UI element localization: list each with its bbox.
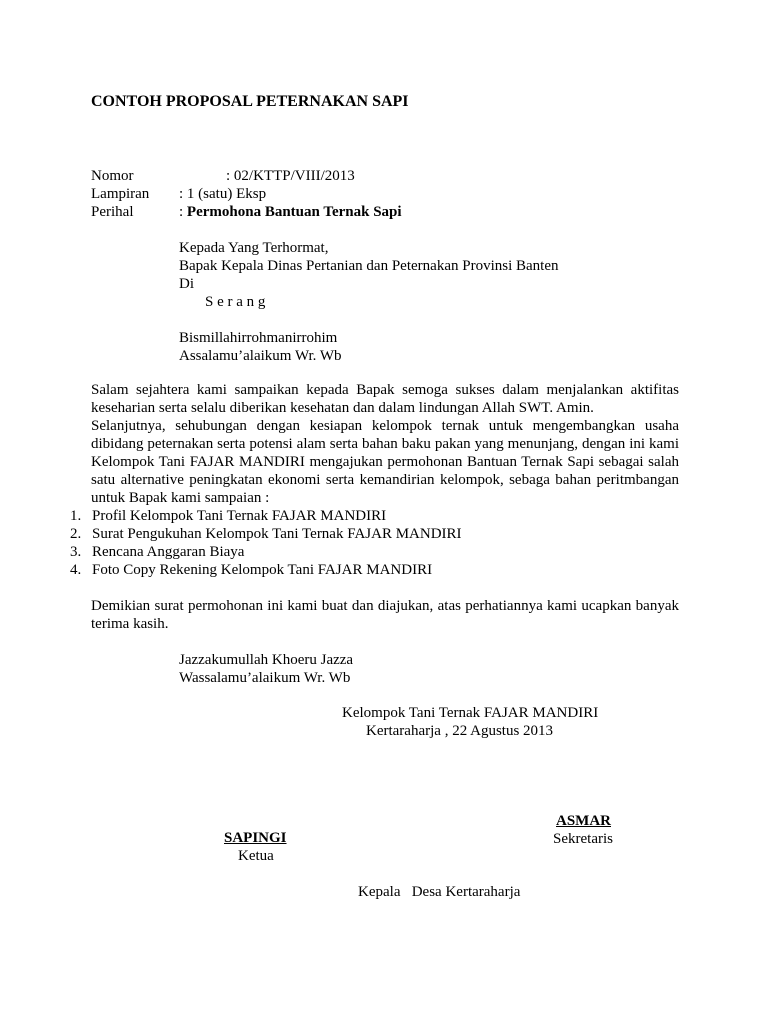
chair-role: Ketua (238, 848, 274, 864)
list-item (70, 507, 462, 525)
chair-name: SAPINGI (224, 830, 287, 846)
address-line-3: Di (179, 276, 194, 292)
list-item-number: 3. (70, 544, 82, 560)
signoff-organization: Kelompok Tani Ternak FAJAR MANDIRI (342, 705, 599, 721)
attachment-list (70, 507, 462, 579)
list-item (70, 543, 462, 561)
closing-paragraph: Demikian surat permohonan ini kami buat dan diajukan, atas perhatiannya kami ucapkan banyak terima kasih. (91, 598, 679, 632)
salutation-line-1: Jazzakumullah Khoeru Jazza (179, 652, 354, 668)
list-item-text: Surat Pengukuhan Kelompok Tani Ternak FAJAR MANDIRI (92, 526, 462, 542)
salutation-line-2: Wassalamu’alaikum Wr. Wb (179, 670, 351, 686)
lampiran-value: : 1 (satu) Eksp (179, 186, 267, 202)
document-title: CONTOH PROPOSAL PETERNAKAN SAPI (91, 93, 409, 110)
body-paragraph-1: Salam sejahtera kami sampaikan kepada Bapak semoga sukses dalam menjalankan aktifitas keseharian serta selalu diberikan kesehatan dan dalam lindungan Allah SWT. Amin. (91, 382, 679, 416)
list-item (70, 525, 462, 543)
list-item-text: Profil Kelompok Tani Ternak FAJAR MANDIRI (92, 508, 387, 524)
secretary-role: Sekretaris (553, 831, 613, 847)
address-line-1: Kepada Yang Terhormat, (179, 240, 329, 256)
perihal-colon: : (179, 204, 184, 220)
secretary-name: ASMAR (556, 813, 611, 829)
village-head-title: Kepala Desa Kertaraharja (358, 884, 521, 900)
list-item (70, 561, 462, 579)
list-item-number: 1. (70, 508, 82, 524)
lampiran-label: Lampiran (91, 186, 150, 202)
list-item-text: Foto Copy Rekening Kelompok Tani FAJAR MANDIRI (92, 562, 433, 578)
nomor-label: Nomor (91, 168, 134, 184)
list-item-text: Rencana Anggaran Biaya (92, 544, 245, 560)
greeting-line-2: Assalamu’alaikum Wr. Wb (179, 348, 342, 364)
perihal-label: Perihal (91, 204, 134, 220)
nomor-value: : 02/KTTP/VIII/2013 (226, 168, 355, 184)
greeting-line-1: Bismillahirrohmanirrohim (179, 330, 338, 346)
list-item-number: 4. (70, 562, 82, 578)
body-paragraph-2: Selanjutnya, sehubungan dengan kesiapan kelompok ternak untuk mengembangkan usaha dibidang peternakan serta potensi alam serta bahan baku pakan yang menunjang, dengan ini kami Kelompok Tani FAJAR MANDIRI mengajukan permohonan Bantuan Ternak Sapi sebagai salah satu alternative peningkatan ekonomi serta kemandirian kelompok, sebaga bahan peritmbangan untuk Bapak kami sampaian : (91, 418, 679, 506)
address-line-2: Bapak Kepala Dinas Pertanian dan Peternakan Provinsi Banten (179, 258, 559, 274)
address-line-4: S e r a n g (205, 294, 266, 310)
perihal-value: Permohona Bantuan Ternak Sapi (186, 204, 402, 220)
perihal-value-line (179, 203, 402, 221)
signoff-place-date: Kertaraharja , 22 Agustus 2013 (366, 723, 554, 739)
list-item-number: 2. (70, 526, 82, 542)
